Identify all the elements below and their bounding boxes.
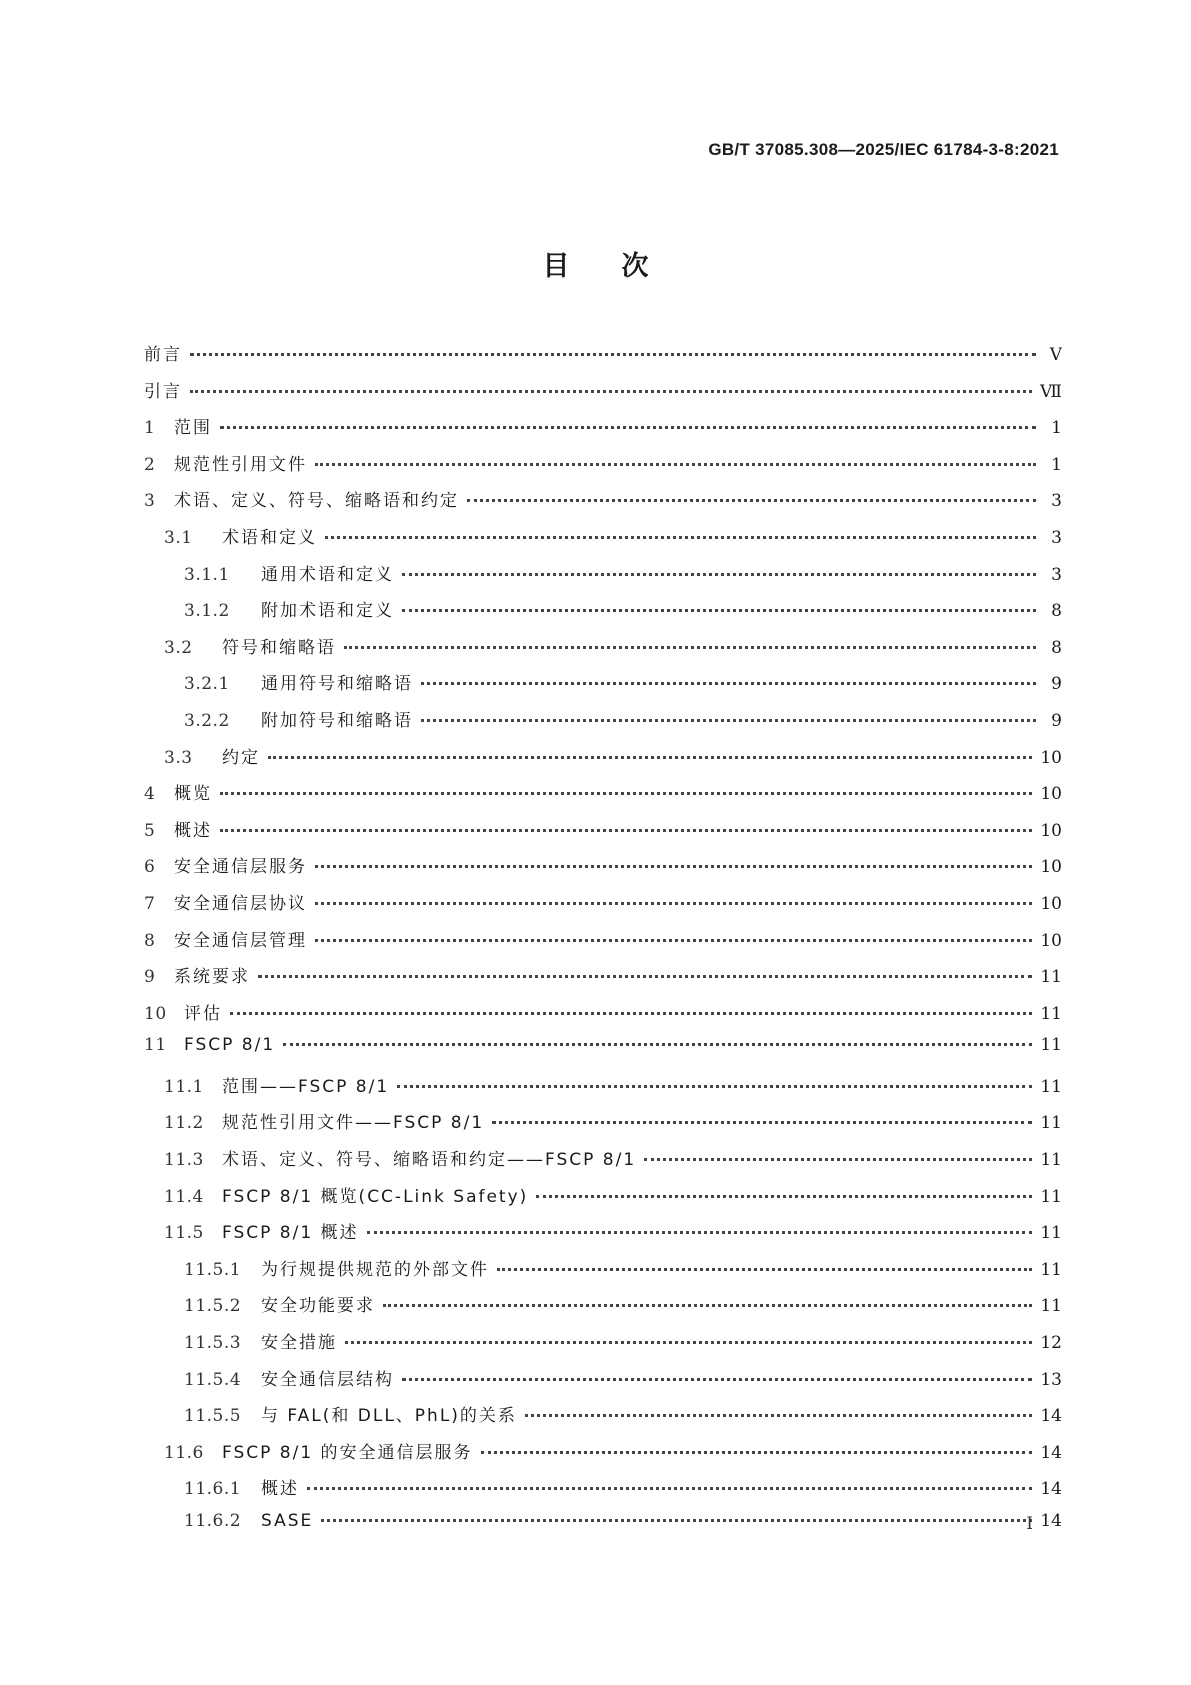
toc-entry-page: 8: [1051, 637, 1062, 658]
toc-entry[interactable]: [144, 743, 1062, 780]
toc-entry-number: 11.6.2: [184, 1511, 242, 1531]
toc-dot-leader: [220, 825, 1032, 832]
toc-entry-number: 4: [144, 784, 156, 805]
toc-dot-leader: [315, 459, 1036, 466]
toc-dot-leader: [397, 1081, 1032, 1088]
toc-entry-page: 11: [1040, 1035, 1062, 1056]
toc-entry[interactable]: [144, 669, 1062, 706]
toc-dot-leader: [325, 532, 1036, 539]
toc-dot-leader: [190, 386, 1032, 393]
toc-entry-label: 前言: [144, 345, 182, 365]
toc-entry[interactable]: [144, 1035, 1062, 1072]
toc-entry-page: 11: [1040, 1223, 1062, 1244]
toc-entry-number: 11.3: [164, 1150, 204, 1171]
toc-entry-page: 10: [1040, 784, 1062, 805]
toc-entry[interactable]: [144, 1072, 1062, 1109]
toc-entry-label: 约定: [222, 747, 260, 768]
toc-entry-label: 通用术语和定义: [261, 564, 394, 585]
toc-entry-label: 概述: [174, 820, 212, 841]
toc-entry-page: 14: [1040, 1406, 1062, 1427]
toc-dot-leader: [315, 861, 1032, 868]
toc-entry-page: 11: [1040, 967, 1062, 988]
toc-dot-leader: [315, 935, 1032, 942]
toc-entry-page: 9: [1051, 674, 1062, 695]
toc-entry-number: 11.5.3: [184, 1333, 242, 1354]
toc-dot-leader: [220, 422, 1036, 429]
toc-dot-leader: [230, 1008, 1032, 1015]
toc-entry-label: 概述: [261, 1479, 299, 1500]
toc-entry[interactable]: [144, 413, 1062, 450]
toc-dot-leader: [321, 1515, 1032, 1522]
toc-entry-label: 评估: [184, 1003, 222, 1024]
toc-entry-number: 3.1.1: [184, 564, 230, 585]
toc-entry-number: 11.5.4: [184, 1369, 242, 1390]
document-standard-id: GB/T 37085.308—2025/IEC 61784-3-8:2021: [708, 140, 1059, 159]
toc-entry-number: 10: [144, 1003, 167, 1024]
toc-dot-leader: [344, 642, 1036, 649]
toc-entry[interactable]: [144, 926, 1062, 963]
toc-entry[interactable]: [144, 706, 1062, 743]
toc-dot-leader: [307, 1483, 1032, 1490]
toc-entry[interactable]: [144, 1218, 1062, 1255]
toc-dot-leader: [481, 1447, 1033, 1454]
toc-entry[interactable]: [144, 999, 1062, 1036]
toc-dot-leader: [220, 788, 1032, 795]
toc-dot-leader: [345, 1337, 1032, 1344]
toc-dot-leader: [467, 495, 1036, 502]
toc-entry-page: 1: [1051, 418, 1062, 439]
toc-entry-label: FSCP 8/1 概览(CC-Link Safety): [222, 1186, 529, 1207]
page-title: 目次: [542, 251, 701, 282]
toc-entry-page: 11: [1040, 1296, 1062, 1317]
toc-entry-page: Ⅴ: [1049, 345, 1062, 365]
toc-entry[interactable]: [144, 377, 1062, 414]
toc-entry-number: 3: [144, 491, 156, 512]
toc-entry[interactable]: [144, 340, 1062, 377]
toc-entry-number: 11.5.1: [184, 1259, 242, 1280]
toc-entry-label: 安全通信层协议: [174, 893, 307, 914]
toc-dot-leader: [644, 1154, 1032, 1161]
toc-entry-page: 10: [1040, 893, 1062, 914]
page-number: Ⅰ: [1026, 1514, 1033, 1534]
toc-entry-label: 范围——FSCP 8/1: [222, 1076, 390, 1097]
toc-entry-number: 7: [144, 893, 156, 914]
toc-dot-leader: [492, 1117, 1032, 1124]
toc-entry-label: 概览: [174, 784, 212, 805]
toc-dot-leader: [421, 678, 1036, 685]
toc-dot-leader: [268, 752, 1032, 759]
toc-dot-leader: [283, 1039, 1032, 1046]
toc-entry[interactable]: [144, 560, 1062, 597]
toc-entry-label: 安全功能要求: [261, 1296, 375, 1317]
toc-entry-page: 11: [1040, 1076, 1062, 1097]
toc-entry-label: SASE: [261, 1511, 314, 1531]
toc-dot-leader: [258, 971, 1032, 978]
toc-entry-page: 12: [1040, 1333, 1062, 1354]
toc-entry-label: 术语、定义、符号、缩略语和约定: [174, 491, 459, 512]
toc-entry-number: 11.5.5: [184, 1406, 242, 1427]
toc-dot-leader: [497, 1264, 1032, 1271]
toc-entry-number: 11.1: [164, 1076, 204, 1097]
toc-entry-number: 3.1.2: [184, 601, 230, 622]
toc-entry-number: 5: [144, 820, 156, 841]
toc-entry[interactable]: [144, 486, 1062, 523]
toc-entry-number: 11.5: [164, 1223, 204, 1244]
toc-entry-number: 1: [144, 418, 156, 439]
toc-entry-number: 2: [144, 454, 156, 475]
toc-entry-label: FSCP 8/1: [184, 1035, 276, 1056]
toc-entry[interactable]: [144, 596, 1062, 633]
toc-entry[interactable]: [144, 1108, 1062, 1145]
toc-dot-leader: [383, 1300, 1032, 1307]
toc-entry-page: 8: [1051, 601, 1062, 622]
toc-entry-label: 术语、定义、符号、缩略语和约定——FSCP 8/1: [222, 1150, 637, 1171]
toc-entry-label: 范围: [174, 418, 212, 439]
toc-dot-leader: [402, 605, 1036, 612]
toc-entry-page: 10: [1040, 857, 1062, 878]
toc-entry-label: 规范性引用文件: [174, 454, 307, 475]
toc-entry-page: 11: [1040, 1150, 1062, 1171]
toc-entry[interactable]: [144, 1365, 1062, 1402]
toc-entry-page: 3: [1051, 527, 1062, 548]
toc-entry[interactable]: [144, 1474, 1062, 1511]
toc-entry-number: 3.1: [164, 527, 193, 548]
toc-dot-leader: [421, 715, 1036, 722]
toc-entry-label: 安全措施: [261, 1333, 337, 1354]
toc-entry[interactable]: [144, 1438, 1062, 1475]
toc-entry-label: 与 FAL(和 DLL、PhL)的关系: [261, 1406, 517, 1427]
toc-entry-page: 3: [1051, 564, 1062, 585]
toc-entry[interactable]: [144, 816, 1062, 853]
toc-entry[interactable]: [144, 633, 1062, 670]
toc-entry-page: 10: [1040, 930, 1062, 951]
toc-dot-leader: [190, 349, 1036, 356]
toc-entry[interactable]: [144, 1328, 1062, 1365]
toc-entry-page: 10: [1040, 747, 1062, 768]
toc-entry-number: 11.6.1: [184, 1479, 242, 1500]
toc-entry[interactable]: [144, 450, 1062, 487]
toc-entry-number: 11.6: [164, 1442, 204, 1463]
toc-entry-number: 9: [144, 967, 156, 988]
toc-entry-page: 10: [1040, 820, 1062, 841]
toc-dot-leader: [367, 1227, 1033, 1234]
toc-entry-label: 系统要求: [174, 967, 250, 988]
toc-entry-number: 3.2.1: [184, 674, 230, 695]
toc-entry[interactable]: [144, 779, 1062, 816]
toc-entry-number: 11.4: [164, 1186, 204, 1207]
toc-entry-number: 3.3: [164, 747, 193, 768]
toc-entry[interactable]: [144, 1401, 1062, 1438]
toc-entry-label: FSCP 8/1 的安全通信层服务: [222, 1442, 473, 1463]
toc-entry[interactable]: [144, 1145, 1062, 1182]
toc-entry-label: 附加术语和定义: [261, 601, 394, 622]
toc-entry-label: 规范性引用文件——FSCP 8/1: [222, 1113, 485, 1134]
toc-entry-page: 11: [1040, 1259, 1062, 1280]
toc-entry-page: 1: [1051, 454, 1062, 475]
toc-dot-leader: [525, 1410, 1032, 1417]
toc-dot-leader: [402, 569, 1036, 576]
toc-entry-page: 9: [1051, 710, 1062, 731]
toc-entry-page: 11: [1040, 1186, 1062, 1207]
toc-entry-number: 3.2.2: [184, 710, 230, 731]
toc-entry-page: 14: [1040, 1479, 1062, 1500]
toc-entry-number: 8: [144, 930, 156, 951]
toc-entry-number: 3.2: [164, 637, 193, 658]
toc-entry[interactable]: [144, 523, 1062, 560]
toc-entry-label: 符号和缩略语: [222, 637, 336, 658]
toc-entry-page: 13: [1040, 1369, 1062, 1390]
toc-entry-label: FSCP 8/1 概述: [222, 1223, 359, 1244]
toc-entry-label: 安全通信层服务: [174, 857, 307, 878]
toc-dot-leader: [402, 1374, 1032, 1381]
toc-entry-page: 14: [1040, 1511, 1062, 1531]
toc-entry-number: 11.5.2: [184, 1296, 242, 1317]
toc-entry-number: 6: [144, 857, 156, 878]
toc-entry-page: 11: [1040, 1003, 1062, 1024]
toc-entry-label: 安全通信层管理: [174, 930, 307, 951]
toc-entry-number: 11.2: [164, 1113, 204, 1134]
toc-entry[interactable]: [144, 1511, 1062, 1548]
toc-entry[interactable]: [144, 1255, 1062, 1292]
toc-entry[interactable]: [144, 889, 1062, 926]
toc-entry-label: 引言: [144, 381, 182, 402]
toc-entry-label: 为行规提供规范的外部文件: [261, 1259, 489, 1280]
toc-entry-label: 通用符号和缩略语: [261, 674, 413, 695]
toc-entry[interactable]: [144, 1182, 1062, 1219]
toc-entry-number: 11: [144, 1035, 167, 1056]
table-of-contents: [144, 340, 1062, 1548]
toc-entry[interactable]: [144, 962, 1062, 999]
toc-entry-page: Ⅶ: [1040, 381, 1062, 402]
toc-entry-label: 安全通信层结构: [261, 1369, 394, 1390]
toc-entry[interactable]: [144, 1291, 1062, 1328]
toc-dot-leader: [536, 1191, 1032, 1198]
toc-entry-page: 3: [1051, 491, 1062, 512]
toc-entry[interactable]: [144, 852, 1062, 889]
toc-entry-label: 附加符号和缩略语: [261, 710, 413, 731]
toc-dot-leader: [315, 898, 1032, 905]
toc-entry-page: 11: [1040, 1113, 1062, 1134]
toc-entry-page: 14: [1040, 1442, 1062, 1463]
toc-entry-label: 术语和定义: [222, 527, 317, 548]
